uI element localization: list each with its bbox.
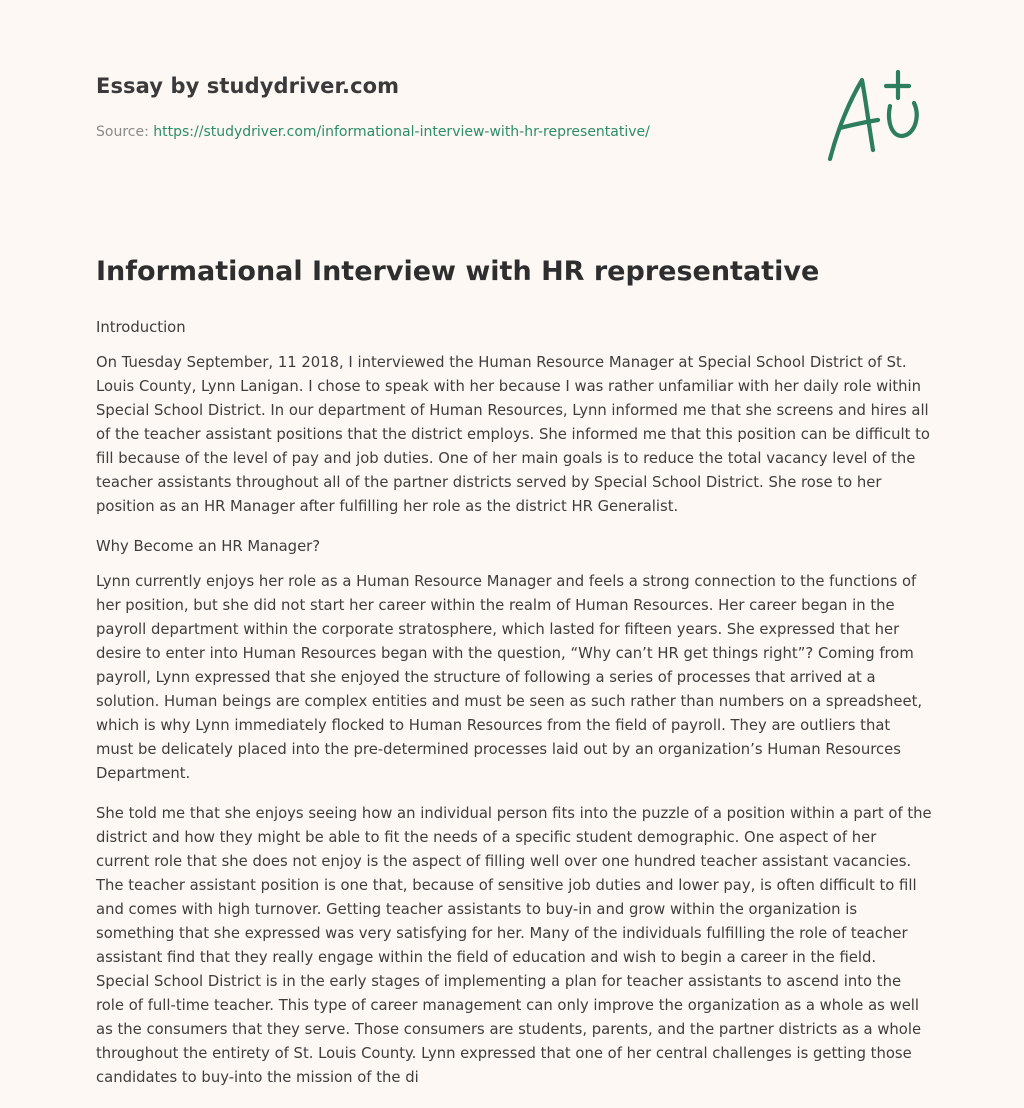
document-body xyxy=(96,316,932,1101)
body-paragraph: On Tuesday September, 11 2018, I interviewed the Human Resource Manager at Special School District of St. Louis County, Lynn Lanigan. I chose to speak with her because I was rather unfamiliar with her daily role within Special School District. In our department of Human Resources, Lynn informed me that she screens and hires all of the teacher assistant positions that the district employs. She informed me that this position can be difficult to fill because of the level of pay and job duties. One of her main goals is to reduce the total vacancy level of the teacher assistants throughout all of the partner districts served by Special School District. She rose to her position as an HR Manager after fulfilling her role as the district HR Generalist. xyxy=(96,354,930,515)
source-link[interactable]: https://studydriver.com/informational-interview-with-hr-representative/ xyxy=(153,124,650,140)
source-line xyxy=(96,124,650,140)
section-heading-why-hr-manager: Why Become an HR Manager? xyxy=(96,538,321,555)
body-paragraph: Lynn currently enjoys her role as a Human Resource Manager and feels a strong connection to the functions of her position, but she did not start her career within the realm of Human Resources. Her career began in the payroll department within the corporate stratosphere, which lasted for fifteen years. She expressed that her desire to enter into Human Resources began with the question, “Why can’t HR get things right”? Coming from payroll, Lynn expressed that she enjoyed the structure of following a series of processes that arrived at a solution. Human beings are complex entities and must be seen as such rather than numbers on a spreadsheet, which is why Lynn immediately flocked to Human Resources from the field of payroll. They are outliers that must be delicately placed into the pre-determined processes laid out by an organization’s Human Resources Department. xyxy=(96,573,923,782)
section-heading-introduction: Introduction xyxy=(96,319,186,336)
body-paragraph: She told me that she enjoys seeing how an individual person fits into the puzzle of a position within a part of the district and how they might be able to fit the needs of a specific student demographic. One aspect of her current role that she does not enjoy is the aspect of filling well over one hundred teacher assistant vacancies. The teacher assistant position is one that, because of sensitive job duties and lower pay, is often difficult to fill and comes with high turnover. Getting teacher assistants to buy-in and grow within the organization is something that she expressed was very satisfying for her. Many of the individuals fulfilling the role of teacher assistant find that they really engage within the field of education and wish to begin a career in the field. Special School District is in the early stages of implementing a plan for teacher assistants to ascend into the role of full-time teacher. This type of career management can only improve the organization as a whole as well as the consumers that they serve. Those consumers are students, parents, and the partner districts as a whole throughout the entirety of St. Louis County. Lynn expressed that one of her central challenges is getting those candidates to buy-into the mission of the di xyxy=(96,805,932,1086)
document-title: Informational Interview with HR representative xyxy=(96,256,820,287)
a-plus-logo-icon xyxy=(820,68,930,166)
site-title: Essay by studydriver.com xyxy=(96,74,400,98)
source-label: Source: xyxy=(96,124,149,140)
